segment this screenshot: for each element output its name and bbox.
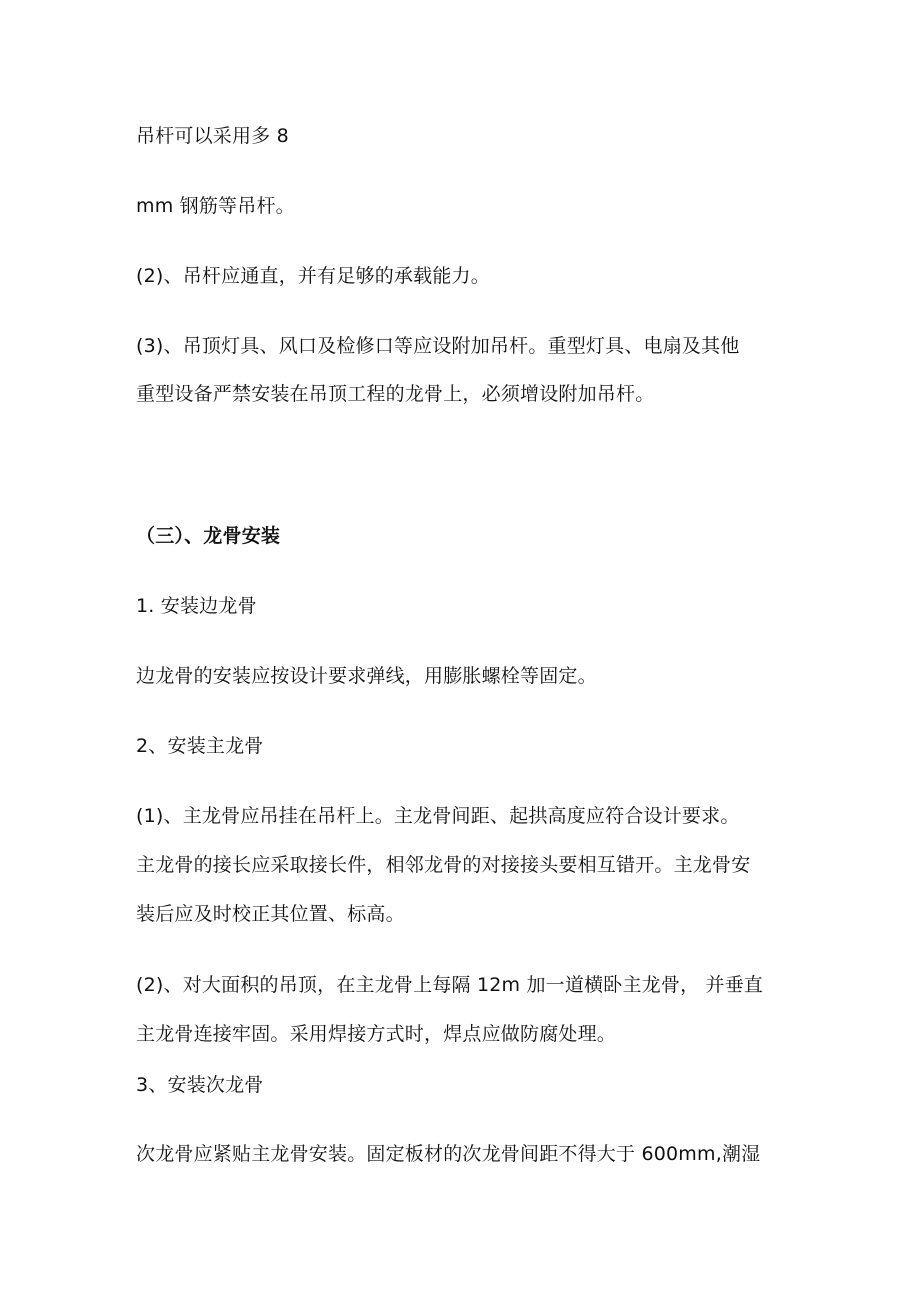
- text-line-14: 主龙骨连接牢固。采用焊接方式时，焊点应做防腐处理。: [136, 1023, 617, 1045]
- text-line-2: mm 钢筋等吊杆。: [136, 195, 295, 217]
- text-line-11: 主龙骨的接长应采取接长件，相邻龙骨的对接接头要相互错开。主龙骨安: [136, 854, 751, 876]
- text-line-4: (3)、吊顶灯具、风口及检修口等应设附加吊杆。重型灯具、电扇及其他: [136, 335, 740, 357]
- text-line-5: 重型设备严禁安装在吊顶工程的龙骨上，必须增设附加吊杆。: [136, 383, 655, 405]
- subheading-1: 1. 安装边龙骨: [136, 595, 257, 617]
- text-line-13: (2)、对大面积的吊顶，在主龙骨上每隔 12m 加一道横卧主龙骨， 并垂直: [136, 974, 764, 996]
- text-line-8: 边龙骨的安装应按设计要求弹线，用膨胀螺栓等固定。: [136, 665, 597, 687]
- text-line-10: (1)、主龙骨应吊挂在吊杆上。主龙骨间距、起拱高度应符合设计要求。: [136, 805, 740, 827]
- text-line-3: (2)、吊杆应通直，并有足够的承载能力。: [136, 265, 490, 287]
- subheading-2: 2、安装主龙骨: [136, 735, 264, 757]
- text-line-1: 吊杆可以采用多 8: [136, 125, 289, 147]
- subheading-3: 3、安装次龙骨: [136, 1074, 264, 1096]
- text-line-12: 装后应及时校正其位置、标高。: [136, 903, 405, 925]
- text-line-16: 次龙骨应紧贴主龙骨安装。固定板材的次龙骨间距不得大于 600mm,潮湿: [136, 1143, 761, 1165]
- section-heading: （三）、龙骨安装: [136, 525, 281, 547]
